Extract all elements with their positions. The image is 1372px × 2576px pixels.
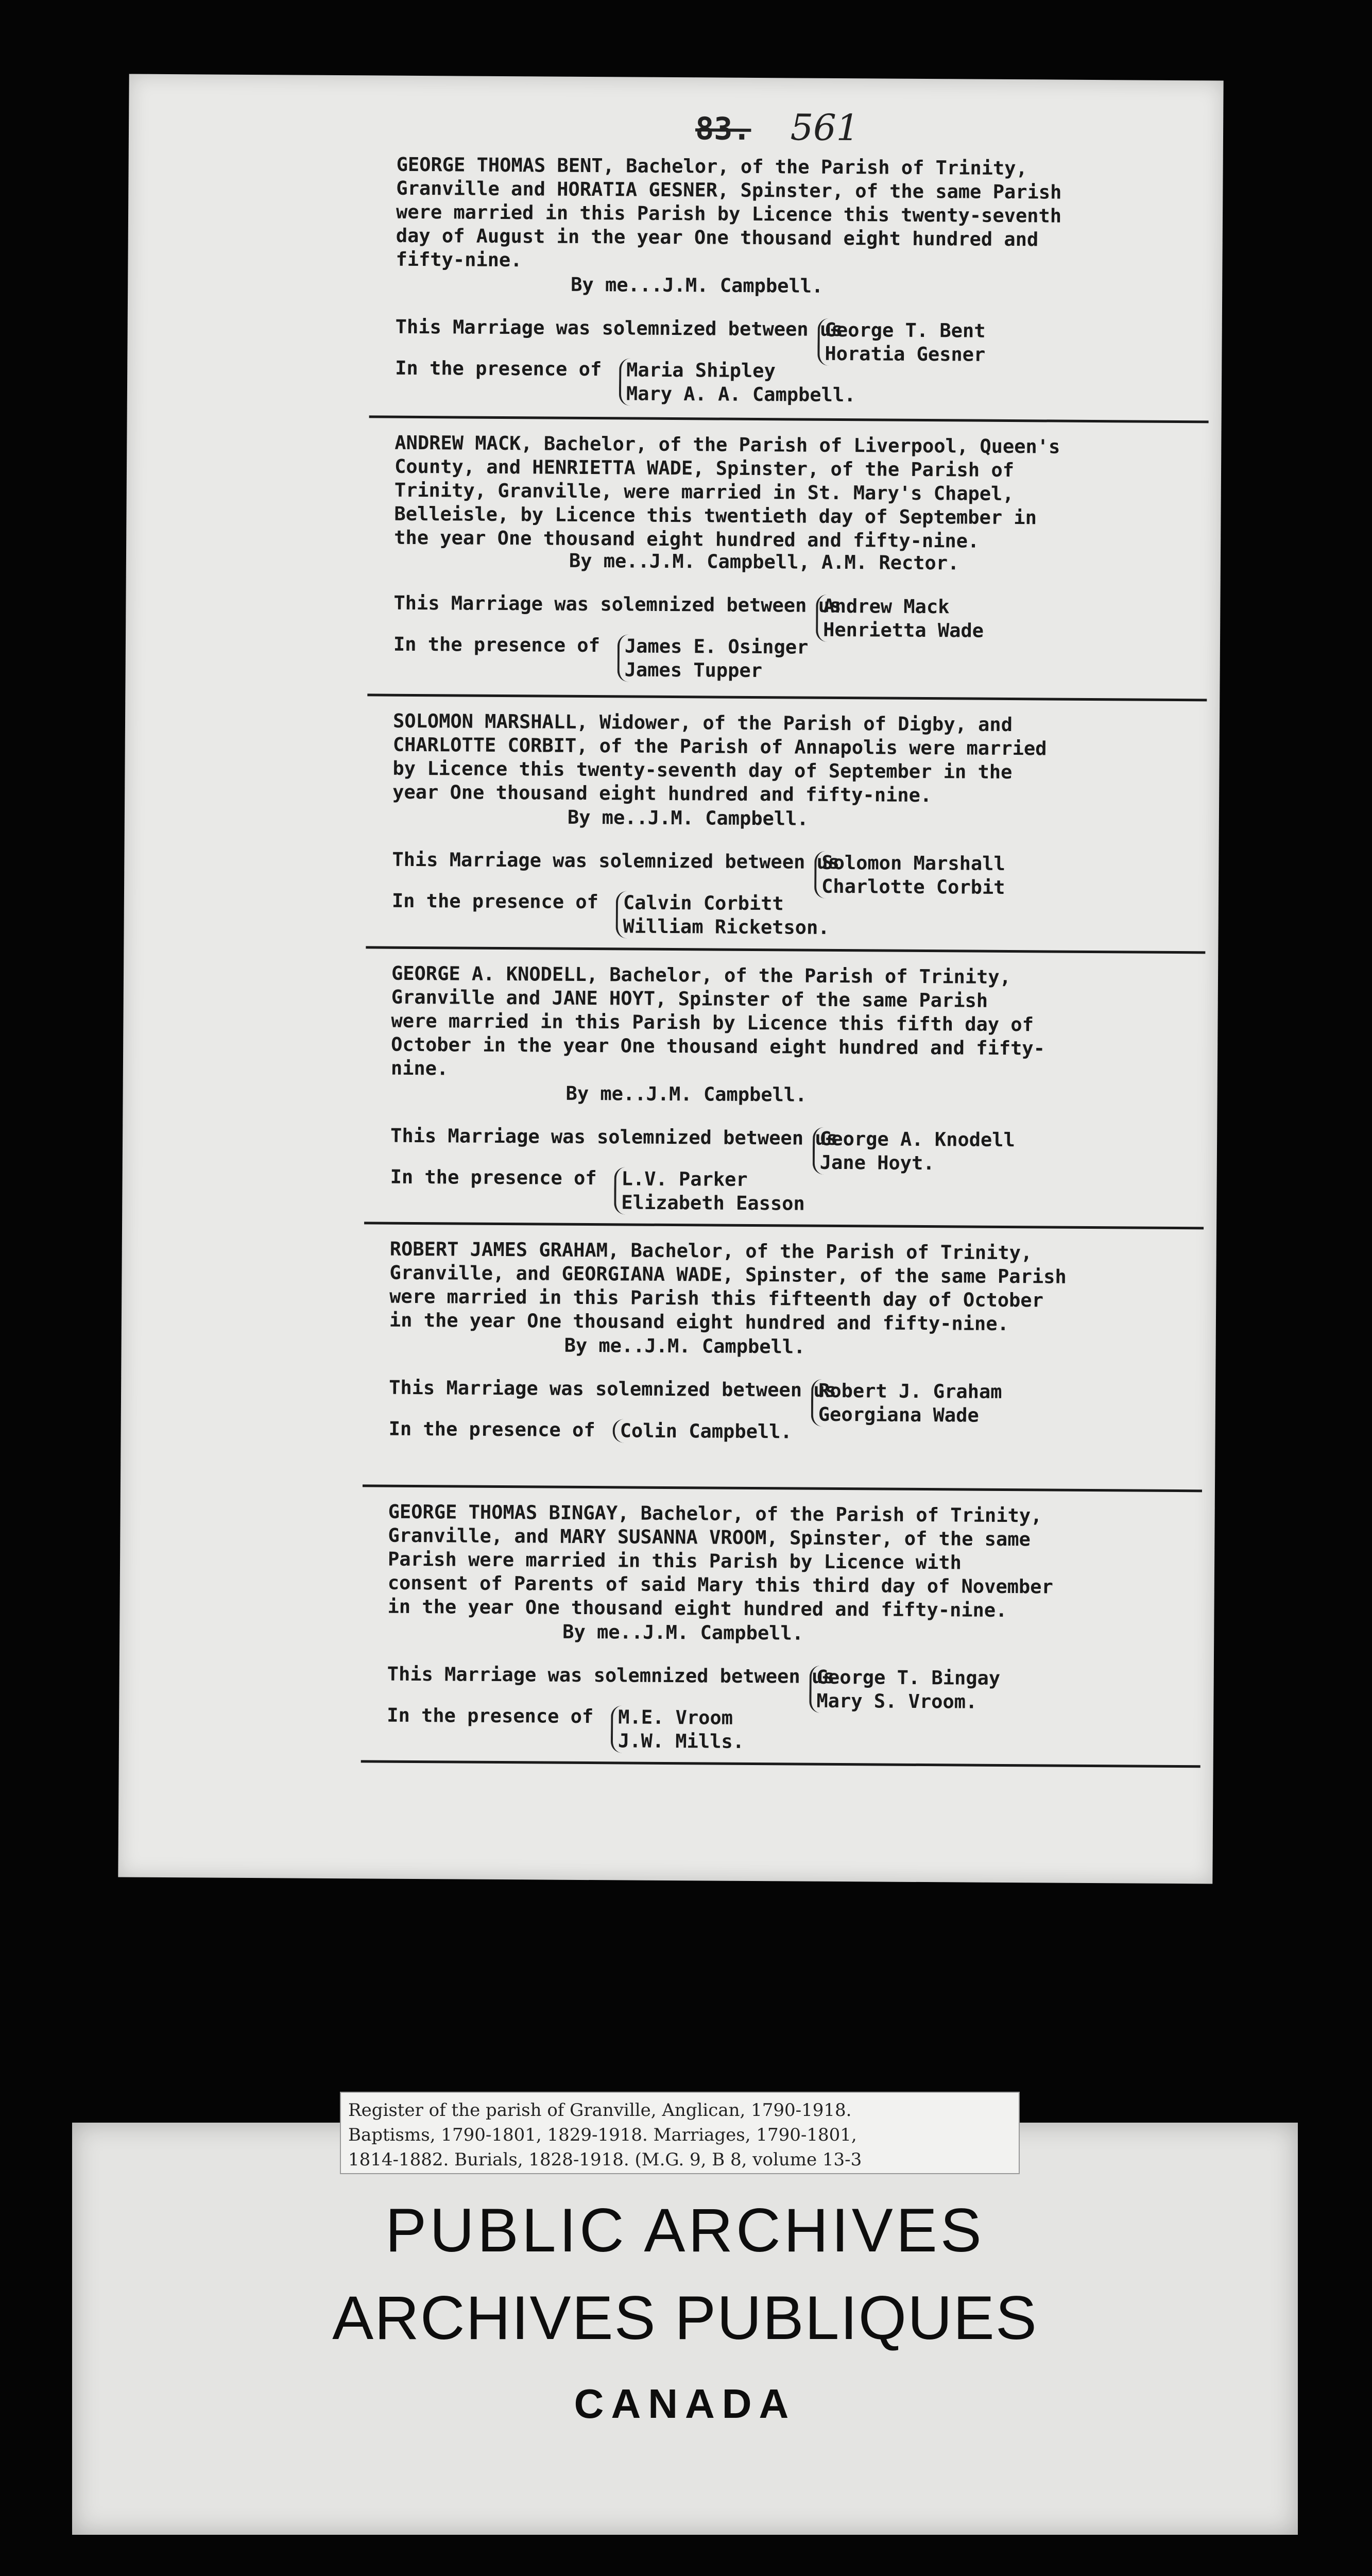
witness-name: Maria Shipley xyxy=(626,359,776,382)
presence-label: In the presence of xyxy=(388,1417,595,1442)
parties-list xyxy=(813,1127,1015,1176)
solemnized-label: This Marriage was solemnized between us xyxy=(392,848,840,873)
witness-name: William Ricketson. xyxy=(623,915,830,939)
witness-name: Calvin Corbitt xyxy=(623,891,784,915)
witness-name: Mary A. A. Campbell. xyxy=(626,382,856,406)
marriage-entry xyxy=(127,430,1221,682)
marriage-entry xyxy=(129,151,1223,406)
officiant: By me..J.M. Campbell. xyxy=(562,1620,804,1645)
presence-label: In the presence of xyxy=(393,633,601,657)
entry-divider xyxy=(366,946,1205,954)
witness-name: James E. Osinger xyxy=(624,635,809,658)
entry-text: ANDREW MACK, Bachelor, of the Parish of Liverpool, Queen's County, and HENRIETTA WADE, Spinster, of the Parish of Trinity, Granville, were married in St. Mary's Chapel, Belleisle, by Licence this twentieth day of September in the year One thousand eight hundred and fifty-nine. xyxy=(394,431,1060,552)
witness-name: L.V. Parker xyxy=(621,1167,748,1191)
entry-text: GEORGE A. KNODELL, Bachelor, of the Parish of Trinity, Granville and JANE HOYT, Spinster of the same Parish were married in this Parish by Licence this fifth day of October in the year One thousand eight hundred and fifty- nine. xyxy=(390,962,1045,1080)
marriage-entry xyxy=(124,960,1218,1215)
source-label: Register of the parish of Granville, Anglican, 1790-1918. Baptisms, 1790-1801, 1829-1918. Marriages, 1790-1801, 1814-1882. Burials, 1828-1918. (M.G. 9, B 8, volume 13-3 xyxy=(340,2092,1020,2174)
solemnized-label: This Marriage was solemnized between us xyxy=(393,591,842,617)
witness-name: Colin Campbell. xyxy=(620,1419,792,1443)
party-name: Mary S. Vroom. xyxy=(816,1689,977,1713)
officiant: By me..J.M. Campbell. xyxy=(565,1082,807,1106)
parties-list xyxy=(811,1379,1002,1428)
presence-label: In the presence of xyxy=(387,1704,594,1728)
entry-text: ROBERT JAMES GRAHAM, Bachelor, of the Parish of Trinity, Granville, and GEORGIANA WADE, Spinster, of the same Parish were married in this Parish this fifteenth day of October in the year One thousand eight hundred and fifty-nine. xyxy=(389,1238,1067,1335)
entry-text: SOLOMON MARSHALL, Widower, of the Parish of Digby, and CHARLOTTE CORBIT, of the Parish of Annapolis were married by Licence this twenty-seventh day of September in the year One thousand eight hundred and fifty-nine. xyxy=(392,709,1047,807)
party-name: Solomon Marshall xyxy=(821,851,1005,875)
witness-list xyxy=(614,1167,805,1215)
register-page xyxy=(118,74,1223,1884)
party-name: Jane Hoyt. xyxy=(819,1151,935,1175)
witness-list xyxy=(611,1705,745,1754)
marriage-entry xyxy=(121,1498,1215,1753)
presence-label: In the presence of xyxy=(391,889,599,913)
entry-divider xyxy=(367,693,1207,701)
party-name: Horatia Gesner xyxy=(825,342,986,366)
solemnized-label: This Marriage was solemnized between us xyxy=(387,1663,835,1688)
entry-text: GEORGE THOMAS BENT, Bachelor, of the Parish of Trinity, Granville and HORATIA GESNER, Spinster, of the same Parish were married in this Parish by Licence this twenty-seventh day of August in the year One thousand eight hundred and fifty-nine. xyxy=(396,153,1062,272)
parties-list xyxy=(814,851,1005,900)
party-name: Henrietta Wade xyxy=(823,618,984,642)
parties-list xyxy=(809,1666,1000,1714)
party-name: George T. Bent xyxy=(825,318,986,342)
solemnized-label: This Marriage was solemnized between us xyxy=(395,315,843,341)
page-number-struck: 83. xyxy=(695,111,751,147)
party-name: Robert J. Graham xyxy=(818,1379,1002,1403)
witness-name: James Tupper xyxy=(624,658,763,682)
witness-list xyxy=(612,1419,792,1444)
entry-divider xyxy=(363,1484,1202,1492)
party-name: Georgiana Wade xyxy=(818,1403,979,1427)
party-name: Andrew Mack xyxy=(823,595,950,618)
officiant: By me..J.M. Campbell. xyxy=(564,1334,805,1358)
stamp-line-archives-publiques: ARCHIVES PUBLIQUES xyxy=(332,2283,1038,2352)
witness-name: M.E. Vroom xyxy=(618,1706,733,1729)
party-name: Charlotte Corbit xyxy=(821,875,1005,899)
parties-list xyxy=(816,595,984,643)
entry-divider xyxy=(361,1760,1200,1768)
marriage-entry xyxy=(122,1236,1216,1443)
officiant: By me...J.M. Campbell. xyxy=(571,273,824,297)
page-number-handwritten: 561 xyxy=(790,106,860,149)
entry-text: GEORGE THOMAS BINGAY, Bachelor, of the Parish of Trinity, Granville, and MARY SUSANNA VROOM, Spinster, of the same Parish were married in this Parish by Licence with consent of Parents of said Mary this third day of November in the year One thousand eight hundred and fifty-nine. xyxy=(387,1500,1053,1622)
archives-stamp xyxy=(72,2123,1298,2535)
witness-list xyxy=(615,891,830,940)
marriage-entry xyxy=(125,708,1220,939)
witness-name: Elizabeth Easson xyxy=(621,1191,805,1215)
witness-name: J.W. Mills. xyxy=(618,1730,745,1753)
party-name: George A. Knodell xyxy=(819,1127,1015,1151)
stamp-line-canada: CANADA xyxy=(574,2381,796,2427)
presence-label: In the presence of xyxy=(395,357,602,381)
entry-divider xyxy=(364,1222,1204,1229)
officiant: By me..J.M. Campbell. xyxy=(567,806,809,830)
page-number xyxy=(695,106,860,149)
presence-label: In the presence of xyxy=(390,1165,597,1190)
party-name: George T. Bingay xyxy=(816,1666,1001,1689)
witness-list xyxy=(619,358,856,407)
entry-divider xyxy=(369,415,1209,423)
solemnized-label: This Marriage was solemnized between us xyxy=(389,1376,837,1401)
witness-list xyxy=(618,634,809,683)
stamp-line-public-archives: PUBLIC ARCHIVES xyxy=(385,2196,985,2265)
officiant: By me..J.M. Campbell, A.M. Rector. xyxy=(569,549,959,574)
solemnized-label: This Marriage was solemnized between us xyxy=(390,1124,838,1149)
